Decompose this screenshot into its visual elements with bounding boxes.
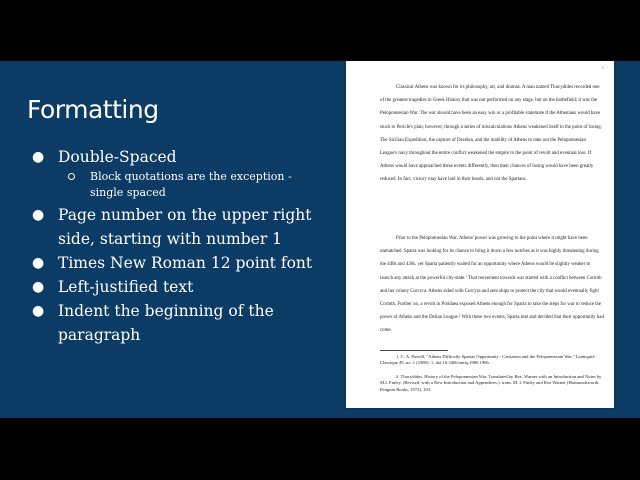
- bullet-dot-icon: ●: [32, 207, 45, 223]
- sub-bullet-item: [58, 169, 320, 201]
- footnote-separator: [380, 350, 448, 351]
- paper-paragraph-2: Prior to the Peloponnesian War, Athens' power was growing to the point where it might have been unmatched. Sparta was looking for its chance to bring it down a few notches as it was highly threatening during the 440s and 430s, yet Sparta patiently waited for an opportunity where Athens would be slightly weaker to launch any attack at the powerful city-state.¹ That movement towards war started with a conflict between Corinth and her colony Corcyra. Athens sided with Corcyra and sent ships to protect the city that would eventually fight Corinth. Further on, a revolt in Potidaea exposed Athens enough for Sparta to take the steps for war to reduce the power of Athens and the Delian League.² With these two events, Sparta met and decided that their opportunity had come.: [380, 236, 604, 334]
- bullet-list: [30, 145, 320, 347]
- bullet-item: [30, 145, 320, 201]
- slide: [0, 61, 640, 418]
- slide-title: Formatting: [27, 95, 159, 124]
- bullet-dot-icon: ●: [32, 255, 45, 271]
- bullet-item: [30, 203, 320, 251]
- bullet-text: Page number on the upper right side, starting with number 1: [58, 206, 312, 248]
- bullet-dot-icon: ●: [32, 279, 45, 295]
- footnote-2: 2. Thucydides, History of the Peloponnesian War. Translated by Rex. Warner with an Introduction and Notes by M.I. Finley. (Revised, with a New Introduction and Appendices.). trans. M. I. Finley and Rex Warner (Harmondsworth: Penguin Books, 1972), 103.: [380, 374, 602, 392]
- bullet-dot-icon: ●: [32, 149, 45, 165]
- paper-paragraph-1: Classical Athens was known for its philosophy, art, and dramas. A man named Thucydides recorded one of the greatest tragedies in Greek History that was not performed on any stage, but on the battlefield; it was the Peloponnesian War. The war should have been an easy win or a profitable stalemate if the Athenians would have stuck to Pericle's plan; however, through a series of miscalculations Athens weakened itself to the point of losing. The Sicilian Expedition, the capture of Decelea, and the inability of Athens to take out the Peloponnesian League's navy throughout the entire conflict weakened the empire to the point of revolt and eventual loss. If Athens would have approached these events differently, then their chances of losing would have been greatly reduced. In fact, victory may have laid in their hands, and not the Spartans.: [380, 85, 602, 183]
- sub-bullet-text: Block quotations are the exception - single spaced: [90, 170, 292, 199]
- bullet-item: [30, 275, 320, 299]
- sample-paper-page: [346, 61, 614, 408]
- bullet-text: Left-justified text: [58, 278, 194, 296]
- page-number: 1: [601, 65, 604, 70]
- bullet-text: Indent the beginning of the paragraph: [58, 302, 274, 344]
- bullet-text: Times New Roman 12 point font: [58, 254, 313, 272]
- bullet-dot-icon: ●: [32, 303, 45, 319]
- bullet-item: [30, 251, 320, 275]
- footnote-1: 1. C. A. Powell, "Athens Difficulty Spartas Opportunity : Causation and the Peloponnesian War," Lantiquité Classique 49, no. 1 (1980): 1, doi:10.3406/antiq.1980.1966.: [380, 354, 595, 366]
- bullet-text: Double-Spaced: [58, 148, 177, 166]
- hollow-circle-icon: [68, 173, 75, 180]
- bullet-item: [30, 299, 320, 347]
- sub-bullet-list: [58, 169, 320, 201]
